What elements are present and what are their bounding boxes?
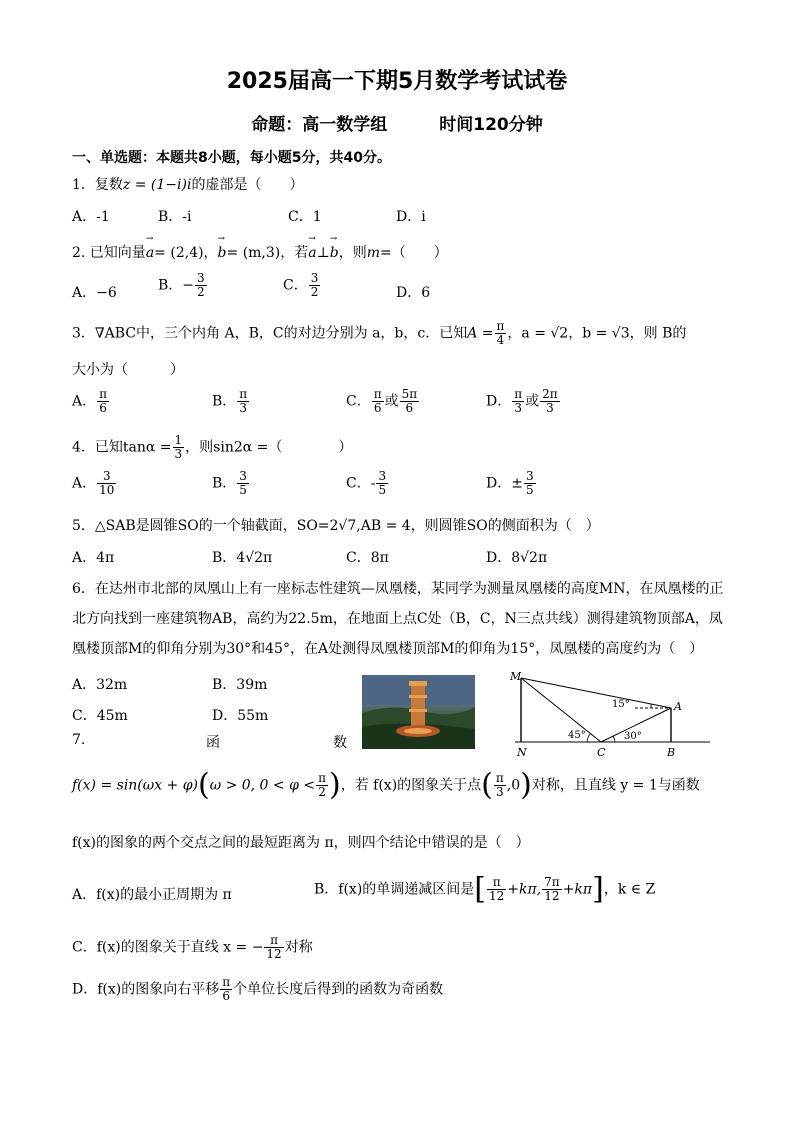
q7-option-b: B．f(x)的单调递减区间是[ $\frac{\pi}{12}$ +kπ, $\frac{7\pi}{12}$ +kπ]，k ∈ Z [314,871,656,907]
q3-option-b: B． $\frac{\pi}{3}$ [212,387,248,415]
q2-option-d: D．6 [396,285,431,301]
q1-option-b: B．-i [158,209,192,225]
q7-word-1: 函 [206,735,220,751]
q4-option-a: A． $\frac{3}{10}$ [72,469,115,497]
q1-expr: z = (1−i)i [122,177,192,193]
q4-option-b: B． $\frac{3}{5}$ [212,469,247,497]
q3-option-c: C． $\frac{\pi}{6}$ 或 $\frac{5\pi}{6}$ [346,387,418,415]
q2-text: 2. 已知向量 [72,245,146,261]
label-15deg: 15° [612,699,630,710]
q7-line-3: f(x)的图象的两个交点之间的最短距离为 π，则四个结论中错误的是（ ） [72,835,530,851]
q3-line-2: 大小为（ ） [72,362,184,378]
q7-number: 7. [72,732,86,748]
tower-geometry-diagram [505,670,720,760]
q2-option-a: A．−6 [72,285,117,301]
q1-option-d: D．i [396,209,426,225]
q6-option-a: A．32m [72,677,128,693]
q7-option-d: D．f(x)的图象向右平移 $\frac{\pi}{6}$ 个单位长度后得到的函数为奇函数 [72,975,444,1003]
q2-perp: ⊥ [316,245,330,261]
q2-text-mid: ，则 [338,245,367,261]
q2-option-c: C． $\frac{3}{2}$ [283,271,319,299]
q2-option-b: B．− $\frac{3}{2}$ [158,271,205,299]
phoenix-tower-photo [362,675,475,749]
q5-option-c: C．8π [346,550,389,566]
q1-option-a: A．-1 [72,209,110,225]
tower-illustration [362,675,475,749]
q1-option-c: C．1 [288,209,322,225]
line-ma [521,678,671,708]
label-m: M [510,670,522,683]
question-3: 3．∇ABC中，三个内角 A，B，C的对边分别为 a，b，c．已知A = $\frac{\pi}{4}$ ，a = √2，b = √3，则 B的 [72,319,687,347]
subtitle-time: 时间120分钟 [439,115,543,135]
q4-option-d: D．± $\frac{3}{5}$ [486,469,534,497]
label-c: C [597,746,606,759]
q1-text-end: 的虚部是（ ） [191,177,304,193]
q3-option-d: D． $\frac{\pi}{3}$ 或 $\frac{2\pi}{3}$ [486,387,558,415]
label-b: B [667,746,676,759]
q5-option-b: B．4√2π [212,550,273,566]
question-5: 5．△SAB是圆锥SO的一个轴截面，SO=2√7,AB = 4，则圆锥SO的侧面积为（ ） [72,518,600,534]
q6-option-c: C．45m [72,708,128,724]
question-1 [72,174,303,194]
q6-option-b: B．39m [212,677,268,693]
q7-option-c: C．f(x)的图象关于直线 x = − $\frac{\pi}{12}$ 对称 [72,933,313,961]
exam-title: 2025届高一下期5月数学考试试卷 [226,69,568,94]
q5-option-a: A．4π [72,550,115,566]
q2-b-value: = (m,3)，若 [226,245,309,261]
q2-m: m [366,245,381,261]
q7-option-a: A．f(x)的最小正周期为 π [72,887,232,903]
angle-30-arc [613,736,615,742]
label-n: N [517,746,527,759]
q2-text-end: =（ ） [380,245,448,261]
q7-word-2: 数 [333,735,347,751]
q6-option-d: D．55m [212,708,269,724]
label-45deg: 45° [568,730,586,741]
angle-45-arc [587,733,591,742]
q1-text: 1．复数 [72,177,123,193]
label-a: A [674,700,682,713]
exam-subtitle [0,110,794,135]
q6-line-3: 凰楼顶部M的仰角分别为30°和45°，在A处测得凤凰楼顶部M的仰角为15°，凤凰楼的高度约为（ ） [72,641,704,657]
q7-line-2: f(x) = sin(ωx + φ)(ω > 0, 0 < φ < $\frac{\pi}{2}$ )，若 f(x)的图象关于点( $\frac{\pi}{3}$ ,0)对称，且直线 y = 1与函数 [72,767,700,803]
q3-option-a: A． $\frac{\pi}{6}$ [72,387,108,415]
section-heading: 一、单选题：本题共8小题，每小题5分，共40分。 [72,150,391,166]
q5-option-d: D．8√2π [486,550,548,566]
label-30deg: 30° [624,731,642,742]
question-2: 2. 已知向量→ a= (2,4)，→ b= (m,3)，若→ a⊥→ b，则m=（ ） [72,242,448,262]
q4-option-c: C．- $\frac{3}{5}$ [346,469,387,497]
subtitle-author: 命题：高一数学组 [251,115,388,135]
q6-line-2: 北方向找到一座建筑物AB，高约为22.5m，在地面上点C处（B，C，N三点共线）测得建筑物顶部A，凤 [72,611,723,627]
q2-a-value: = (2,4)， [154,245,218,261]
q6-line-1: 6．在达州市北部的凤凰山上有一座标志性建筑—凤凰楼，某同学为测量凤凰楼的高度MN，在凤凰楼的正 [72,581,724,597]
question-4: 4．已知tanα = $\frac{1}{3}$ ，则sin2α =（ ） [72,433,353,461]
line-mc [521,678,601,742]
